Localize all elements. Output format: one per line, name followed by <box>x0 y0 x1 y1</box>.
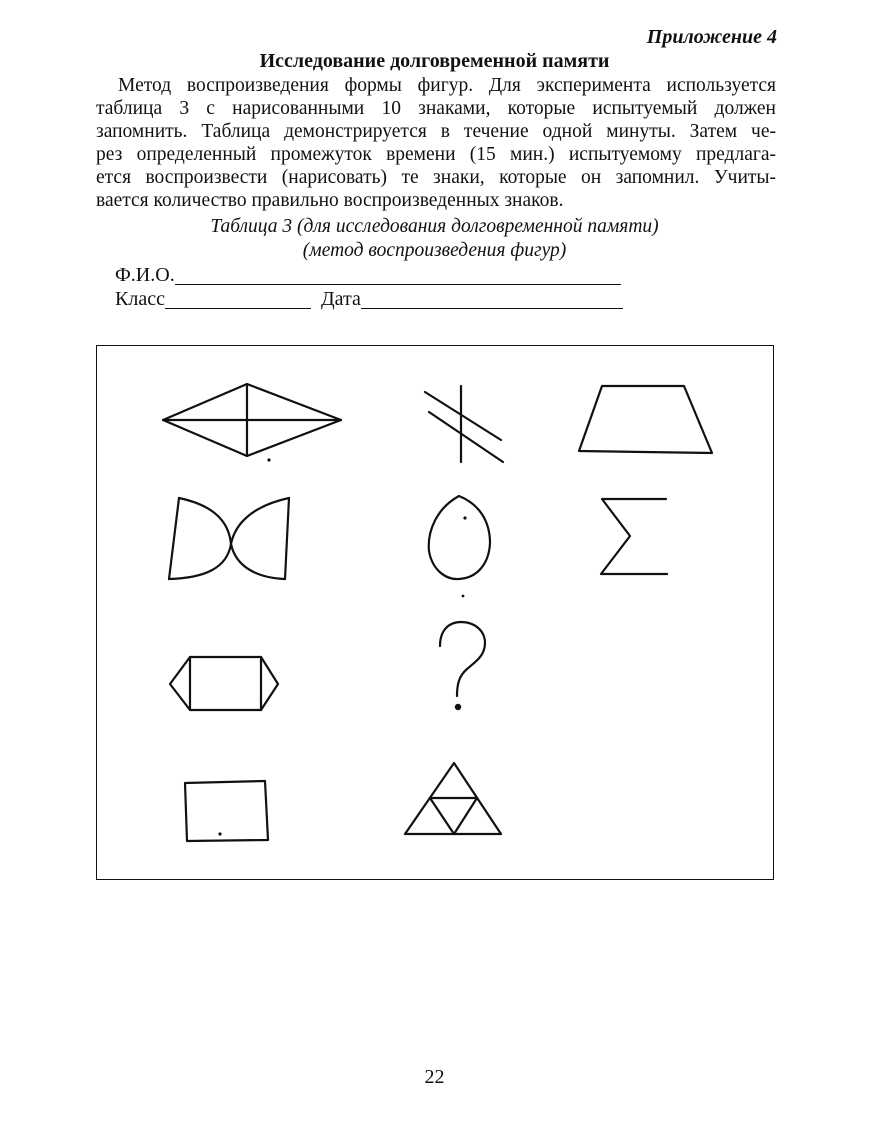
name-label: Ф.И.О. <box>115 264 175 286</box>
body-line: вается количество правильно воспроизведенных знаков. <box>96 190 564 211</box>
body-line: запомнить. Таблица демонстрируется в течение одной минуты. Затем че- <box>96 121 776 142</box>
body-line: таблица 3 с нарисованными 10 знаками, которые испытуемый должен <box>96 98 776 119</box>
date-field[interactable] <box>361 288 623 309</box>
table-caption: Таблица 3 (для исследования долговременной памяти) <box>210 216 659 237</box>
oval-icon <box>429 496 490 597</box>
page-number: 22 <box>424 1066 445 1088</box>
bow-icon <box>169 498 289 579</box>
class-label: Класс <box>115 288 165 310</box>
body-line: рез определенный промежуток времени (15 мин.) испытуемому предлага- <box>96 144 776 165</box>
crossed-lines-icon <box>425 386 503 462</box>
triangle-icon <box>405 763 501 834</box>
class-field[interactable] <box>165 288 311 309</box>
figures-canvas <box>97 346 775 881</box>
question-mark-icon <box>440 622 485 710</box>
appendix-label: Приложение 4 <box>646 26 777 48</box>
section-title: Исследование долговременной памяти <box>259 50 610 72</box>
rhombus-icon <box>163 384 341 462</box>
trapezoid-icon <box>579 386 712 453</box>
hexagon-icon <box>170 657 278 710</box>
body-line: Метод воспроизведения формы фигур. Для эксперимента используется <box>118 75 776 96</box>
figures-table <box>96 345 774 880</box>
body-line: ется воспроизвести (нарисовать) те знаки, которые он запомнил. Учиты- <box>96 167 776 188</box>
rectangle-icon <box>185 781 268 841</box>
name-field-row <box>115 264 621 287</box>
body-paragraph <box>96 74 776 212</box>
table-subcaption: (метод воспроизведения фигур) <box>302 240 567 261</box>
date-label: Дата <box>320 288 361 310</box>
class-date-row <box>115 288 623 311</box>
name-field[interactable] <box>175 264 621 285</box>
sigma-icon <box>601 499 667 574</box>
